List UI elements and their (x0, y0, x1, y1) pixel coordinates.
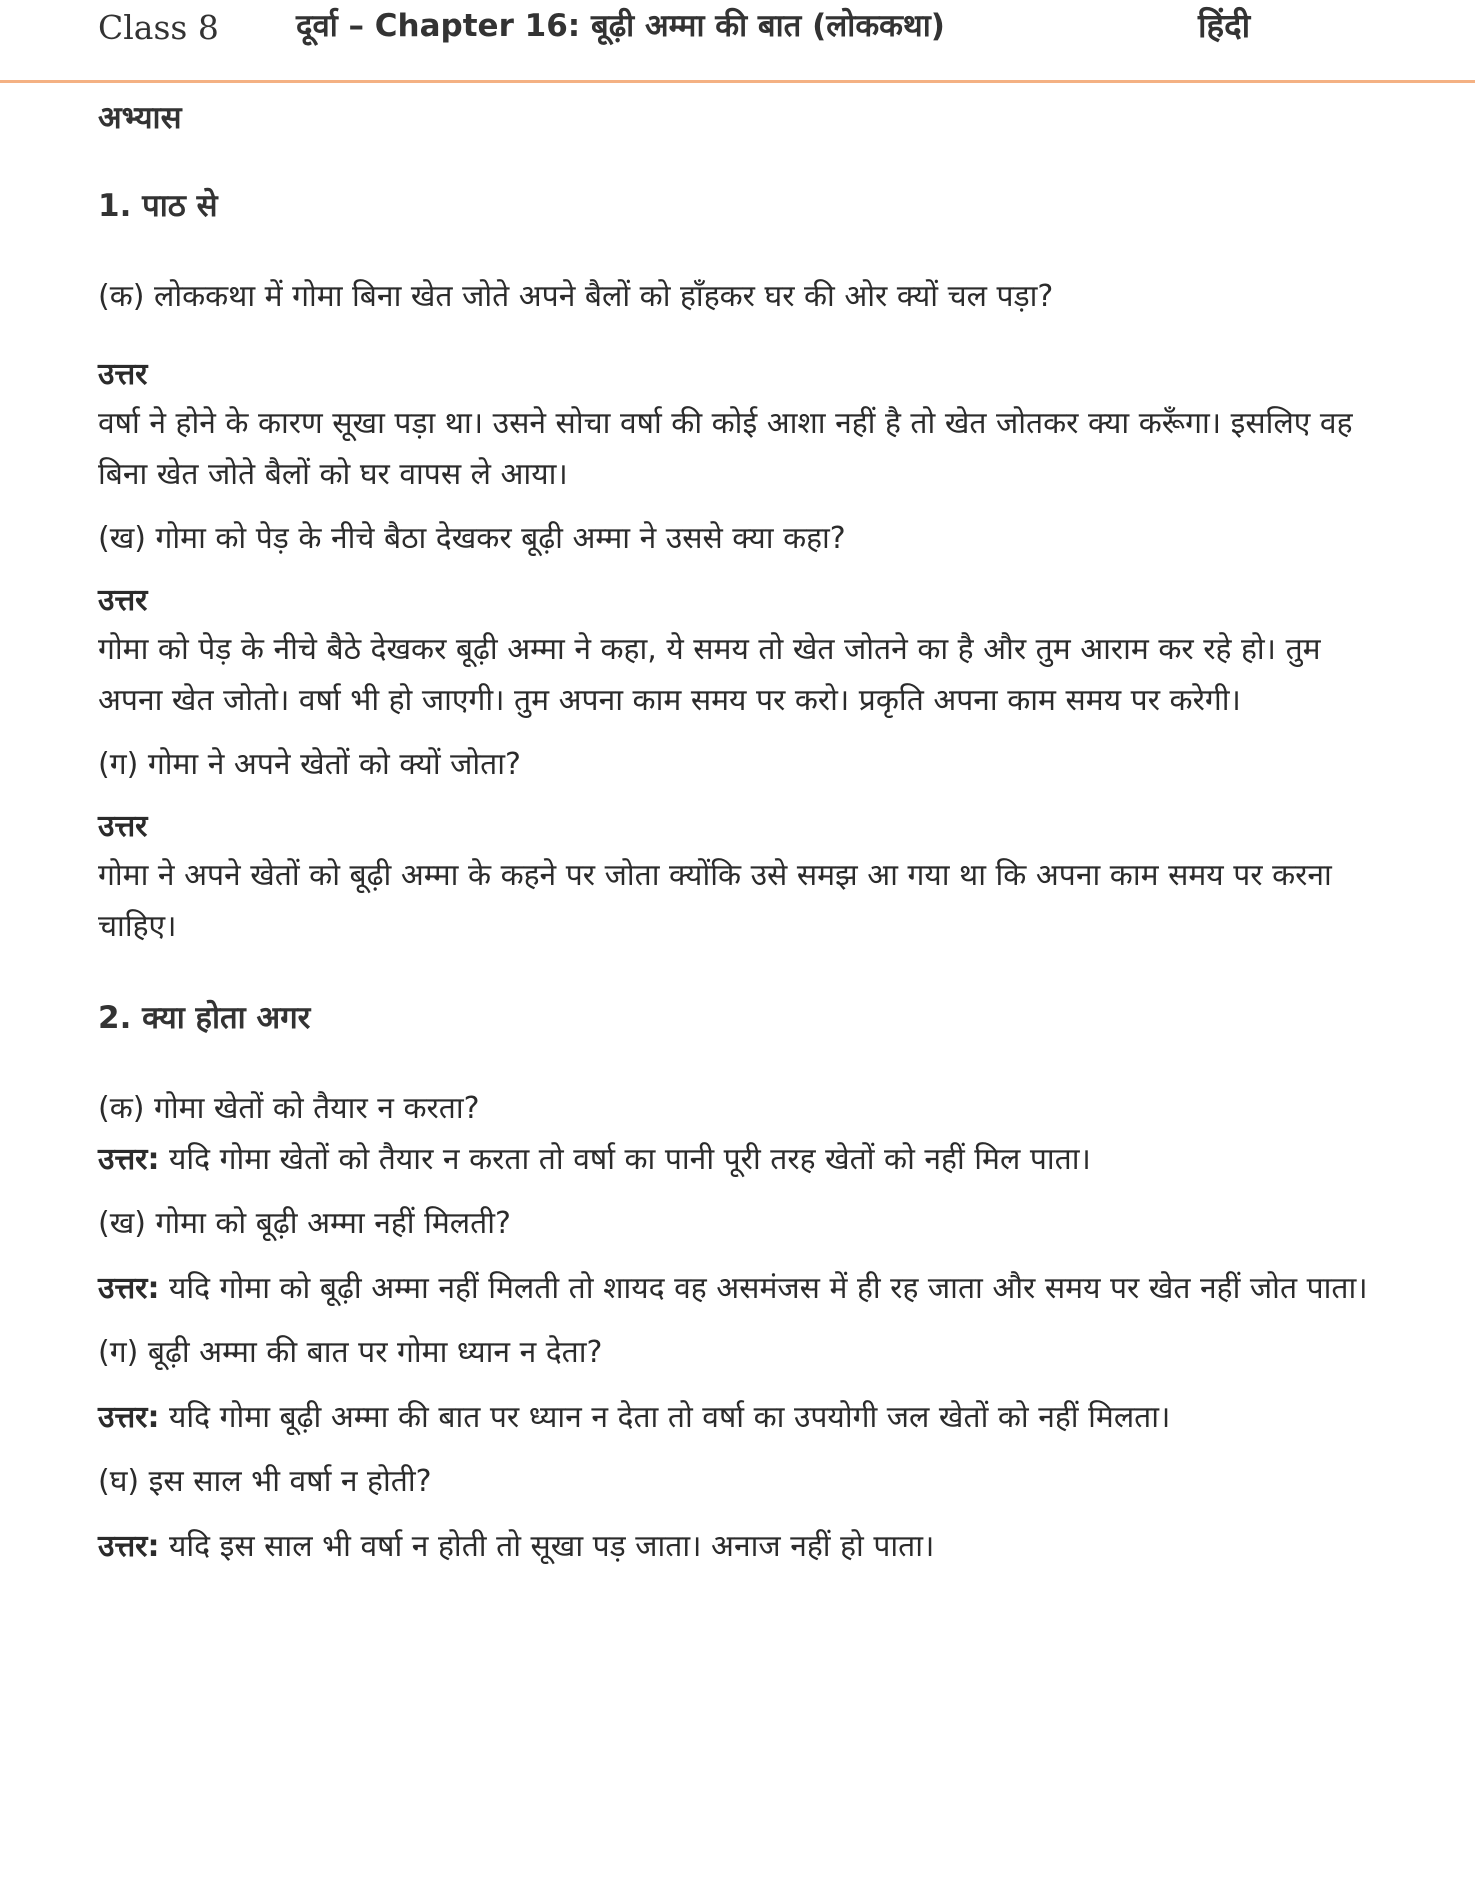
section1-item-2 (98, 514, 1388, 726)
answer-label: उत्तर: (98, 1529, 160, 1564)
answer-text: यदि गोमा बूढ़ी अम्मा की बात पर ध्यान न देता तो वर्षा का उपयोगी जल खेतों को नहीं मिलता। (159, 1400, 1171, 1435)
section-title: अभ्यास (98, 100, 182, 136)
answer-text: वर्षा ने होने के कारण सूखा पड़ा था। उसने सोचा वर्षा की कोई आशा नहीं है तो खेत जोतकर क्या करूँगा। इसलिए वह बिना खेत जोते बैलों को घर वापस ले आया। (98, 406, 1353, 492)
question: (घ) इस साल भी वर्षा न होती? (98, 1464, 432, 1499)
section2-heading: 2. क्या होता अगर (98, 1000, 311, 1036)
page-header (0, 0, 1475, 83)
answer-label: उत्तर: (98, 1271, 160, 1306)
answer (98, 1521, 1388, 1572)
answer-text: गोमा ने अपने खेतों को बूढ़ी अम्मा के कहने पर जोता क्योंकि उसे समझ आ गया था कि अपना काम समय पर करना चाहिए। (98, 858, 1332, 944)
answer-label: उत्तर: (98, 1142, 160, 1177)
chapter-title: दूर्वा – Chapter 16: बूढ़ी अम्मा की बात (लोककथा) (296, 8, 945, 44)
section1-heading: 1. पाठ से (98, 188, 218, 224)
section2-item-1 (98, 1084, 1388, 1185)
answer-label: उत्तर: (98, 1400, 160, 1435)
answer (98, 1263, 1388, 1314)
question: (ग) बूढ़ी अम्मा की बात पर गोमा ध्यान न देता? (98, 1335, 603, 1370)
answer-label: उत्तर (98, 809, 148, 844)
question: (क) लोककथा में गोमा बिना खेत जोते अपने बैलों को हाँहकर घर की ओर क्यों चल पड़ा? (98, 279, 1054, 314)
page-content (98, 96, 1388, 1572)
answer-text: यदि गोमा को बूढ़ी अम्मा नहीं मिलती तो शायद वह असमंजस में ही रह जाता और समय पर खेत नहीं जोत पाता। (159, 1271, 1368, 1306)
question: (क) गोमा खेतों को तैयार न करता? (98, 1091, 480, 1126)
question: (ग) गोमा ने अपने खेतों को क्यों जोता? (98, 747, 521, 782)
subject-label: हिंदी (1198, 6, 1251, 45)
answer (98, 1134, 1388, 1185)
question: (ख) गोमा को पेड़ के नीचे बैठा देखकर बूढ़ी अम्मा ने उससे क्या कहा? (98, 521, 846, 556)
class-label: Class 8 (98, 8, 219, 47)
section1-item-1 (98, 272, 1388, 500)
section2-item-2 (98, 1199, 1388, 1314)
answer (98, 1392, 1388, 1443)
answer-text: यदि इस साल भी वर्षा न होती तो सूखा पड़ जाता। अनाज नहीं हो पाता। (159, 1529, 935, 1564)
question: (ख) गोमा को बूढ़ी अम्मा नहीं मिलती? (98, 1206, 511, 1241)
section2-item-3 (98, 1328, 1388, 1443)
section1-item-3 (98, 740, 1388, 952)
answer-text: यदि गोमा खेतों को तैयार न करता तो वर्षा का पानी पूरी तरह खेतों को नहीं मिल पाता। (159, 1142, 1091, 1177)
answer-label: उत्तर (98, 583, 148, 618)
answer-label: उत्तर (98, 357, 148, 392)
answer-text: गोमा को पेड़ के नीचे बैठे देखकर बूढ़ी अम्मा ने कहा, ये समय तो खेत जोतने का है और तुम आराम कर रहे हो। तुम अपना खेत जोतो। वर्षा भी हो जाएगी। तुम अपना काम समय पर करो। प्रकृति अपना काम समय पर करेगी। (98, 632, 1321, 718)
section2-item-4 (98, 1457, 1388, 1572)
